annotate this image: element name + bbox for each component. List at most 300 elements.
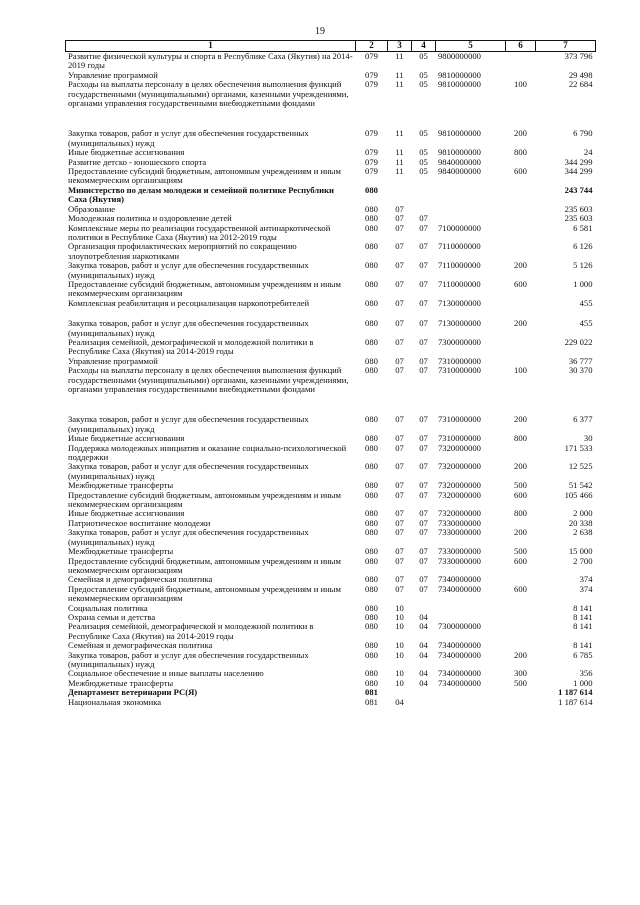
cell-amount: 8 141 xyxy=(573,611,593,622)
table-header-row xyxy=(66,41,596,52)
cell-target-item-code: 7330000000 xyxy=(438,555,481,566)
cell-target-item-code: 7340000000 xyxy=(438,649,481,660)
cell-expense-type-code xyxy=(506,622,536,641)
table-row xyxy=(66,528,596,547)
cell-amount: 6 126 xyxy=(573,241,593,252)
cell-ministry-code: 080 xyxy=(365,433,378,444)
cell-target-item-code: 7320000000 xyxy=(438,508,481,519)
cell-row-name: Закупка товаров, работ и услуг для обеспечения государственных (муниципальных) нужд xyxy=(68,128,309,148)
cell-expense-type-code: 200 xyxy=(514,461,527,472)
cell-subsection-code: 07 xyxy=(419,489,428,500)
cell-target-item-code: 9810000000 xyxy=(438,147,481,158)
cell-expense-type-code xyxy=(506,338,536,357)
cell-amount: 30 xyxy=(583,433,593,444)
cell-row-name: Закупка товаров, работ и услуг для обеспечения государственных (муниципальных) нужд xyxy=(68,649,309,669)
cell-expense-type-code: 200 xyxy=(514,527,527,538)
cell-section-code: 07 xyxy=(395,480,404,491)
cell-amount: 105 466 xyxy=(564,489,593,500)
cell-ministry-code: 080 xyxy=(365,184,378,195)
cell-row-name: Охрана семьи и детства xyxy=(68,611,156,622)
cell-row-name: Закупка товаров, работ и услуг для обеспечения государственных (муниципальных) нужд xyxy=(68,461,309,481)
cell-section-code: 10 xyxy=(395,649,404,660)
cell-ministry-code: 080 xyxy=(365,203,378,214)
cell-subsection-code: 07 xyxy=(419,365,428,376)
cell-subsection-code: 07 xyxy=(419,461,428,472)
cell-ministry-code: 080 xyxy=(365,668,378,679)
cell-row-name: Иные бюджетные ассигнования xyxy=(68,433,185,444)
table-row xyxy=(66,242,596,261)
cell-ministry-code: 080 xyxy=(365,336,378,347)
cell-amount: 29 498 xyxy=(568,69,593,80)
cell-ministry-code: 079 xyxy=(365,128,378,139)
cell-section-code: 10 xyxy=(395,677,404,688)
cell-section-code: 07 xyxy=(395,355,404,366)
cell-section-code: 07 xyxy=(395,260,404,271)
cell-target-item-code: 7330000000 xyxy=(438,546,481,557)
cell-section-code: 11 xyxy=(395,128,404,139)
cell-section-code: 07 xyxy=(395,546,404,557)
cell-subsection-code: 05 xyxy=(419,128,428,139)
table-row xyxy=(66,167,596,186)
cell-amount: 6 581 xyxy=(573,222,593,233)
cell-subsection-code: 07 xyxy=(419,278,428,289)
cell-expense-type-code: 200 xyxy=(514,128,527,139)
cell-target-item-code: 9810000000 xyxy=(438,128,481,139)
cell-subsection-code: 07 xyxy=(419,433,428,444)
cell-ministry-code: 080 xyxy=(365,318,378,329)
cell-ministry-code: 080 xyxy=(365,241,378,252)
cell-row-name: Комплексная реабилитация и ресоциализация наркопотребителей xyxy=(68,297,310,308)
cell-subsection-code xyxy=(412,688,436,697)
cell-amount: 2 000 xyxy=(573,508,593,519)
cell-section-code: 07 xyxy=(395,278,404,289)
cell-ministry-code: 080 xyxy=(365,677,378,688)
cell-subsection-code: 07 xyxy=(419,414,428,425)
cell-section-code: 07 xyxy=(395,574,404,585)
cell-subsection-code: 07 xyxy=(419,241,428,252)
cell-target-item-code: 7130000000 xyxy=(438,318,481,329)
cell-row-name: Организация профилактических мероприятий по сокращению злоупотребления наркотиками xyxy=(68,241,297,261)
cell-amount: 5 126 xyxy=(573,260,593,271)
table-row xyxy=(66,622,596,641)
cell-section-code: 07 xyxy=(395,555,404,566)
cell-ministry-code: 081 xyxy=(365,687,378,698)
table-row xyxy=(66,308,596,338)
cell-subsection-code: 05 xyxy=(419,51,428,61)
cell-subsection-code: 04 xyxy=(419,668,428,679)
cell-section-code: 11 xyxy=(395,69,404,80)
cell-ministry-code: 080 xyxy=(365,461,378,472)
cell-ministry-code: 079 xyxy=(365,166,378,177)
cell-target-item-code: 7340000000 xyxy=(438,583,481,594)
cell-row-name: Развитие физической культуры и спорта в Республике Саха (Якутия) на 2014-2019 годы xyxy=(68,51,353,71)
cell-row-name: Расходы на выплаты персоналу в целях обеспечения выполнения функций государственными (муниципальными) органами, казенными учреждениями, органами управления государственными внебюджетными фондами xyxy=(68,79,349,109)
cell-amount: 1 187 614 xyxy=(558,696,593,707)
cell-target-item-code: 9840000000 xyxy=(438,166,481,177)
cell-ministry-code: 080 xyxy=(365,583,378,594)
cell-row-name: Семейная и демографическая политика xyxy=(68,574,213,585)
cell-section-code: 11 xyxy=(395,51,404,61)
cell-row-name: Межбюджетные трансферты xyxy=(68,546,174,557)
cell-subsection-code: 07 xyxy=(419,336,428,347)
cell-ministry-code: 080 xyxy=(365,508,378,519)
cell-section-code: 07 xyxy=(395,442,404,453)
cell-amount: 2 638 xyxy=(573,527,593,538)
cell-ministry-code: 080 xyxy=(365,621,378,632)
cell-amount: 22 684 xyxy=(568,79,593,90)
cell-amount: 51 542 xyxy=(568,480,593,491)
cell-amount: 243 744 xyxy=(564,184,593,195)
cell-target-item-code xyxy=(436,205,506,214)
cell-row-name: Национальная экономика xyxy=(68,696,162,707)
cell-subsection-code: 04 xyxy=(419,649,428,660)
cell-section-code: 07 xyxy=(395,336,404,347)
cell-expense-type-code xyxy=(506,52,536,71)
cell-subsection-code: 07 xyxy=(419,442,428,453)
cell-row-name: Реализация семейной, демографической и молодежной политики в Республике Саха (Якутия) на 2014-2019 годы xyxy=(68,336,314,357)
cell-section-code: 07 xyxy=(395,508,404,519)
cell-amount: 344 299 xyxy=(564,166,593,177)
cell-expense-type-code xyxy=(506,698,536,707)
cell-target-item-code: 7110000000 xyxy=(438,278,481,289)
cell-target-item-code: 9840000000 xyxy=(438,156,481,167)
cell-expense-type-code: 100 xyxy=(514,365,527,376)
cell-amount: 20 338 xyxy=(568,517,593,528)
cell-ministry-code: 079 xyxy=(365,156,378,167)
cell-subsection-code xyxy=(412,186,436,205)
cell-target-item-code: 7310000000 xyxy=(438,433,481,444)
cell-amount: 8 141 xyxy=(573,640,593,651)
cell-target-item-code xyxy=(436,604,506,613)
cell-subsection-code: 07 xyxy=(419,574,428,585)
cell-row-name: Иные бюджетные ассигнования xyxy=(68,147,185,158)
cell-amount: 30 370 xyxy=(568,365,593,376)
cell-ministry-code: 080 xyxy=(365,365,378,376)
cell-row-name: Предоставление субсидий бюджетным, автономным учреждениям и иным некоммерческим организациям xyxy=(68,583,341,604)
cell-ministry-code: 080 xyxy=(365,527,378,538)
cell-subsection-code: 07 xyxy=(419,260,428,271)
cell-subsection-code: 07 xyxy=(419,297,428,308)
cell-section-code: 07 xyxy=(395,517,404,528)
cell-subsection-code: 07 xyxy=(419,222,428,233)
table-row xyxy=(66,261,596,280)
cell-subsection-code: 07 xyxy=(419,517,428,528)
cell-expense-type-code: 600 xyxy=(514,489,527,500)
cell-section-code: 07 xyxy=(395,241,404,252)
cell-ministry-code: 080 xyxy=(365,213,378,224)
cell-section-code: 11 xyxy=(395,147,404,158)
cell-row-name: Закупка товаров, работ и услуг для обеспечения государственных (муниципальных) нужд xyxy=(68,260,309,280)
cell-row-name: Расходы на выплаты персоналу в целях обеспечения выполнения функций государственными (муниципальными) органами, казенными учреждениями, органами управления государственными внебюджетными фондами xyxy=(68,365,349,394)
cell-amount: 1 000 xyxy=(573,278,593,289)
cell-row-name: Управление программой xyxy=(68,69,158,80)
cell-row-name: Предоставление субсидий бюджетным, автономным учреждениям и иным некоммерческим организациям xyxy=(68,489,341,510)
cell-subsection-code: 07 xyxy=(419,583,428,594)
column-header: 3 xyxy=(388,41,412,52)
cell-subsection-code: 07 xyxy=(419,318,428,329)
cell-section-code: 07 xyxy=(395,213,404,224)
table-row xyxy=(66,462,596,481)
cell-ministry-code: 080 xyxy=(365,546,378,557)
column-header: 5 xyxy=(436,41,506,52)
cell-amount: 455 xyxy=(579,297,593,308)
cell-target-item-code: 7320000000 xyxy=(438,442,481,453)
cell-amount: 235 603 xyxy=(564,203,593,214)
cell-subsection-code: 05 xyxy=(419,156,428,167)
cell-row-name: Предоставление субсидий бюджетным, автономным учреждениям и иным некоммерческим организациям xyxy=(68,166,341,186)
table-row xyxy=(66,651,596,670)
cell-row-name: Комплексные меры по реализации государственной антинаркотической политики в Республике Саха (Якутия) на 2012-2019 годы xyxy=(68,222,331,242)
cell-subsection-code: 07 xyxy=(419,527,428,538)
cell-target-item-code: 9800000000 xyxy=(438,51,481,61)
cell-expense-type-code: 800 xyxy=(514,147,527,158)
cell-section-code: 11 xyxy=(395,79,404,90)
cell-amount: 1 187 614 xyxy=(558,687,593,698)
table-row xyxy=(66,338,596,357)
cell-section-code: 07 xyxy=(395,222,404,233)
column-header: 1 xyxy=(66,41,356,52)
cell-subsection-code: 07 xyxy=(419,508,428,519)
cell-row-name: Департамент ветеринарии РС(Я) xyxy=(68,687,198,698)
cell-target-item-code: 7340000000 xyxy=(438,677,481,688)
cell-row-name: Иные бюджетные ассигнования xyxy=(68,508,185,519)
cell-target-item-code: 7340000000 xyxy=(438,640,481,651)
cell-ministry-code: 080 xyxy=(365,574,378,585)
cell-subsection-code: 04 xyxy=(419,621,428,632)
cell-target-item-code: 7300000000 xyxy=(438,621,481,632)
cell-ministry-code: 080 xyxy=(365,222,378,233)
cell-expense-type-code: 600 xyxy=(514,166,527,177)
cell-ministry-code: 079 xyxy=(365,51,378,61)
table-body xyxy=(66,52,596,708)
cell-section-code: 10 xyxy=(395,640,404,651)
cell-amount: 374 xyxy=(579,583,593,594)
cell-target-item-code xyxy=(436,186,506,205)
table-row xyxy=(66,186,596,205)
cell-target-item-code: 7110000000 xyxy=(438,241,481,252)
cell-ministry-code: 080 xyxy=(365,517,378,528)
cell-target-item-code: 7320000000 xyxy=(438,480,481,491)
cell-expense-type-code: 200 xyxy=(514,318,527,329)
cell-target-item-code: 9810000000 xyxy=(438,79,481,90)
cell-section-code: 07 xyxy=(395,365,404,376)
cell-row-name: Поддержка молодежных инициатив и оказание социально-психологической поддержки xyxy=(68,442,347,463)
cell-target-item-code xyxy=(436,688,506,697)
cell-expense-type-code xyxy=(506,186,536,205)
cell-ministry-code: 080 xyxy=(365,640,378,651)
table-row xyxy=(66,394,596,434)
table-row xyxy=(66,280,596,299)
cell-section-code: 07 xyxy=(395,583,404,594)
cell-section-code: 07 xyxy=(395,461,404,472)
cell-amount: 6 790 xyxy=(573,128,593,139)
cell-ministry-code: 080 xyxy=(365,489,378,500)
cell-section-code: 04 xyxy=(395,696,404,707)
cell-row-name: Закупка товаров, работ и услуг для обеспечения государственных (муниципальных) нужд xyxy=(68,414,309,434)
cell-target-item-code: 7310000000 xyxy=(438,365,481,376)
cell-expense-type-code: 600 xyxy=(514,278,527,289)
cell-subsection-code: 04 xyxy=(419,640,428,651)
cell-expense-type-code: 300 xyxy=(514,668,527,679)
cell-ministry-code: 080 xyxy=(365,611,378,622)
cell-subsection-code: 04 xyxy=(419,677,428,688)
cell-row-name: Предоставление субсидий бюджетным, автономным учреждениям и иным некоммерческим организациям xyxy=(68,555,341,575)
cell-target-item-code: 9810000000 xyxy=(438,69,481,80)
cell-expense-type-code: 200 xyxy=(514,414,527,425)
cell-expense-type-code: 500 xyxy=(514,546,527,557)
cell-section-code: 10 xyxy=(395,668,404,679)
cell-section-code: 07 xyxy=(395,414,404,425)
cell-row-name: Управление программой xyxy=(68,355,158,366)
cell-amount: 15 000 xyxy=(568,546,593,557)
cell-expense-type-code: 100 xyxy=(514,79,527,90)
table-row xyxy=(66,366,596,394)
cell-amount: 8 141 xyxy=(573,602,593,613)
cell-target-item-code: 7310000000 xyxy=(438,414,481,425)
cell-subsection-code: 07 xyxy=(419,355,428,366)
cell-amount: 374 xyxy=(579,574,593,585)
cell-target-item-code xyxy=(436,698,506,707)
cell-row-name: Закупка товаров, работ и услуг для обеспечения государственных (муниципальных) нужд xyxy=(68,527,309,547)
cell-amount: 36 777 xyxy=(568,355,593,366)
budget-table xyxy=(65,40,596,707)
cell-amount: 356 xyxy=(579,668,593,679)
cell-section-code: 07 xyxy=(395,297,404,308)
cell-amount: 235 603 xyxy=(564,213,593,224)
cell-expense-type-code xyxy=(506,444,536,463)
cell-expense-type-code: 800 xyxy=(514,433,527,444)
cell-target-item-code: 7330000000 xyxy=(438,517,481,528)
cell-ministry-code: 080 xyxy=(365,297,378,308)
cell-ministry-code: 080 xyxy=(365,414,378,425)
cell-target-item-code: 7340000000 xyxy=(438,574,481,585)
cell-row-name: Социальная политика xyxy=(68,602,148,613)
column-header: 7 xyxy=(536,41,596,52)
cell-subsection-code: 04 xyxy=(419,611,428,622)
cell-target-item-code: 7320000000 xyxy=(438,461,481,472)
cell-row-name: Министерство по делам молодежи и семейной политике Республики Саха (Якутия) xyxy=(68,184,334,205)
column-header: 4 xyxy=(412,41,436,52)
cell-expense-type-code xyxy=(506,299,536,308)
table-row xyxy=(66,557,596,576)
cell-subsection-code: 05 xyxy=(419,166,428,177)
cell-amount: 6 377 xyxy=(573,414,593,425)
cell-amount: 171 533 xyxy=(564,442,593,453)
cell-subsection-code: 07 xyxy=(419,555,428,566)
cell-expense-type-code: 200 xyxy=(514,260,527,271)
cell-section-code: 07 xyxy=(395,489,404,500)
cell-target-item-code: 7110000000 xyxy=(438,260,481,271)
cell-ministry-code: 079 xyxy=(365,69,378,80)
cell-expense-type-code: 500 xyxy=(514,677,527,688)
cell-expense-type-code xyxy=(506,242,536,261)
cell-ministry-code: 079 xyxy=(365,147,378,158)
cell-row-name: Патриотическое воспитание молодежи xyxy=(68,517,211,528)
cell-section-code: 10 xyxy=(395,621,404,632)
cell-section-code: 07 xyxy=(395,318,404,329)
cell-subsection-code: 07 xyxy=(419,480,428,491)
cell-ministry-code: 080 xyxy=(365,602,378,613)
cell-section-code: 07 xyxy=(395,433,404,444)
cell-ministry-code: 080 xyxy=(365,355,378,366)
table-row xyxy=(66,444,596,463)
cell-expense-type-code: 800 xyxy=(514,508,527,519)
cell-row-name: Образование xyxy=(68,203,116,214)
cell-expense-type-code xyxy=(506,604,536,613)
table-row xyxy=(66,491,596,510)
column-header: 2 xyxy=(356,41,388,52)
table-row xyxy=(66,80,596,108)
cell-section-code: 07 xyxy=(395,203,404,214)
table-row xyxy=(66,299,596,308)
cell-section-code: 07 xyxy=(395,527,404,538)
cell-ministry-code: 080 xyxy=(365,555,378,566)
cell-expense-type-code xyxy=(506,613,536,622)
cell-ministry-code: 079 xyxy=(365,79,378,90)
cell-section-code xyxy=(388,186,412,205)
table-row xyxy=(66,224,596,243)
cell-subsection-code: 05 xyxy=(419,69,428,80)
cell-amount: 344 299 xyxy=(564,156,593,167)
cell-row-name: Предоставление субсидий бюджетным, автономным учреждениям и иным некоммерческим организациям xyxy=(68,278,341,299)
cell-amount: 6 785 xyxy=(573,649,593,660)
cell-amount: 455 xyxy=(579,318,593,329)
cell-subsection-code: 05 xyxy=(419,79,428,90)
cell-expense-type-code xyxy=(506,205,536,214)
cell-target-item-code: 7310000000 xyxy=(438,355,481,366)
cell-ministry-code: 080 xyxy=(365,649,378,660)
cell-expense-type-code: 600 xyxy=(514,583,527,594)
table-row xyxy=(66,52,596,71)
cell-section-code: 10 xyxy=(395,602,404,613)
cell-row-name: Социальное обеспечение и иные выплаты населению xyxy=(68,668,264,679)
cell-expense-type-code xyxy=(506,224,536,243)
cell-target-item-code: 7340000000 xyxy=(438,668,481,679)
cell-ministry-code: 080 xyxy=(365,442,378,453)
cell-target-item-code: 7330000000 xyxy=(438,527,481,538)
cell-amount: 373 796 xyxy=(564,51,593,61)
cell-amount: 24 xyxy=(583,147,593,158)
cell-row-name: Межбюджетные трансферты xyxy=(68,480,174,491)
cell-target-item-code: 7300000000 xyxy=(438,336,481,347)
cell-row-name: Межбюджетные трансферты xyxy=(68,677,174,688)
cell-expense-type-code: 600 xyxy=(514,555,527,566)
cell-section-code: 11 xyxy=(395,156,404,167)
cell-section-code: 11 xyxy=(395,166,404,177)
cell-amount: 12 525 xyxy=(568,461,593,472)
cell-amount: 2 700 xyxy=(573,555,593,566)
cell-expense-type-code xyxy=(506,688,536,697)
cell-row-name: Закупка товаров, работ и услуг для обеспечения государственных (муниципальных) нужд xyxy=(68,318,309,338)
cell-row-name: Реализация семейной, демографической и молодежной политики в Республике Саха (Якутия) на 2014-2019 годы xyxy=(68,621,314,641)
cell-amount: 8 141 xyxy=(573,621,593,632)
column-header: 6 xyxy=(506,41,536,52)
cell-ministry-code: 080 xyxy=(365,260,378,271)
cell-amount: 229 022 xyxy=(564,336,593,347)
table-row xyxy=(66,698,596,707)
cell-target-item-code: 7130000000 xyxy=(438,297,481,308)
cell-ministry-code: 080 xyxy=(365,278,378,289)
cell-subsection-code xyxy=(412,698,436,707)
page-number: 19 xyxy=(315,26,325,37)
cell-subsection-code: 05 xyxy=(419,147,428,158)
cell-subsection-code: 07 xyxy=(419,213,428,224)
cell-expense-type-code: 500 xyxy=(514,480,527,491)
cell-expense-type-code: 200 xyxy=(514,649,527,660)
cell-subsection-code: 07 xyxy=(419,546,428,557)
cell-row-name: Развитие детско - юношеского спорта xyxy=(68,156,207,167)
table-row xyxy=(66,585,596,604)
